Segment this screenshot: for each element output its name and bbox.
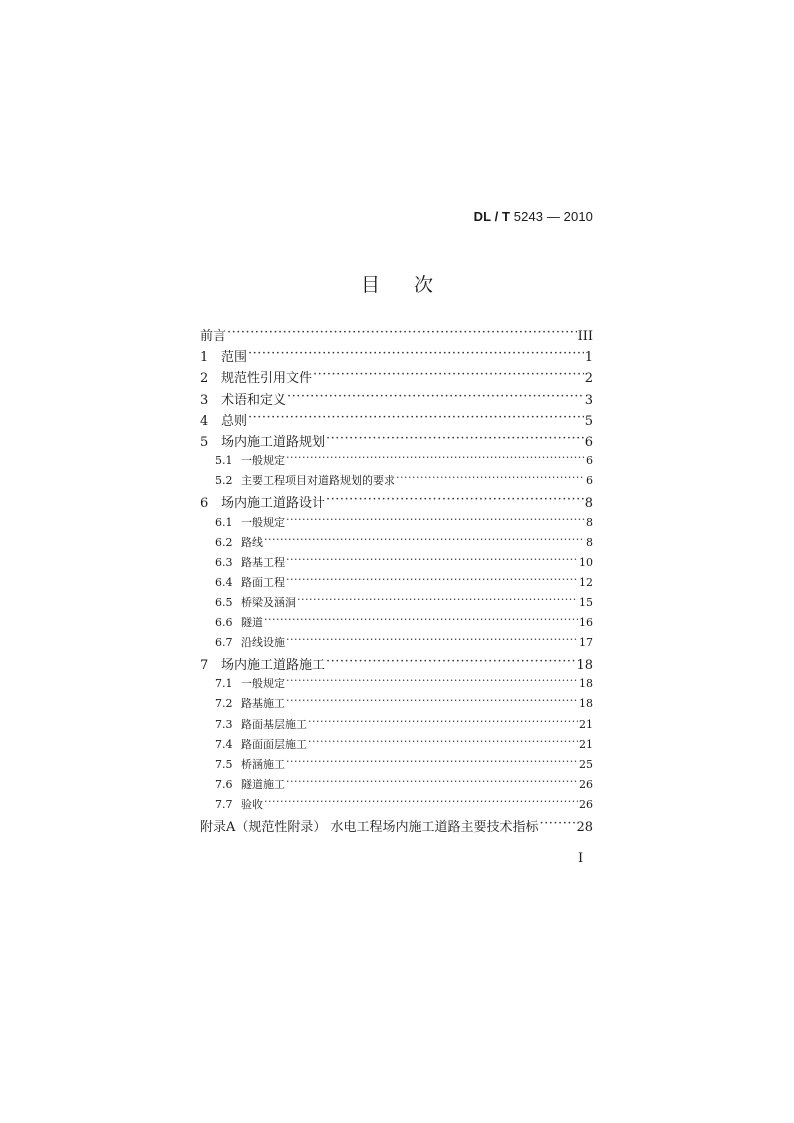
toc-entry-page: 25 [579, 757, 593, 771]
toc-leader-dots [286, 515, 585, 526]
toc-leader-dots [286, 757, 578, 768]
toc-entry-label: 术语和定义 [221, 392, 287, 408]
toc-entry-label: 桥涵施工 [241, 757, 285, 771]
toc-leader-dots [326, 433, 584, 446]
toc-entry-number: 7 [200, 658, 209, 674]
toc-entry-number: 5 [200, 434, 209, 450]
toc-entry-number: 4 [200, 413, 209, 429]
toc-entry-page: 5 [584, 413, 593, 429]
toc-leader-dots [287, 391, 584, 404]
toc-entry-label: 一般规定 [241, 454, 285, 468]
toc-entry-number: 6.7 [215, 636, 233, 650]
toc-entry-number: 7.4 [215, 737, 233, 751]
toc-entry-number: 7.3 [215, 717, 233, 731]
toc-entry-number: 3 [200, 392, 209, 408]
toc-subentry[interactable] [200, 534, 593, 554]
toc-entry-number: 2 [200, 371, 209, 387]
toc-entry-number: 6 [200, 496, 209, 512]
toc-entry-page: 8 [586, 515, 593, 529]
toc-entry-page: 26 [579, 797, 593, 811]
toc-subentry[interactable] [200, 776, 593, 796]
toc-entry-number: 6.6 [215, 615, 233, 629]
toc-entry-page: 16 [579, 615, 593, 629]
toc-entry-page: 15 [579, 595, 593, 609]
toc-leader-dots [264, 535, 585, 546]
toc-entry-number: 5.1 [215, 454, 233, 468]
toc-entry[interactable] [200, 492, 593, 513]
toc-entry-page: 8 [584, 496, 593, 512]
toc-entry-page: 3 [584, 392, 593, 408]
toc-entry-label: 沿线设施 [241, 636, 285, 650]
toc-entry-label: 主要工程项目对道路规划的要求 [241, 474, 395, 488]
toc-subentry[interactable] [200, 452, 593, 472]
toc-leader-dots [297, 595, 578, 606]
toc-subentry[interactable] [200, 594, 593, 614]
toc-subentry[interactable] [200, 554, 593, 574]
toc-subentry[interactable] [200, 736, 593, 756]
toc-leader-dots [286, 453, 585, 464]
toc-entry-label: 桥梁及涵洞 [241, 595, 296, 609]
toc-entry-appendix[interactable] [200, 816, 593, 837]
toc-entry-foreword[interactable] [200, 325, 593, 346]
standard-year: 2010 [563, 209, 593, 224]
toc-entry-page: 28 [576, 820, 593, 835]
toc-entry-page: 18 [579, 697, 593, 711]
toc-entry-label: 规范性引用文件 [221, 371, 313, 387]
toc-entry-number: 7.1 [215, 677, 233, 691]
toc-leader-dots [248, 412, 584, 425]
standard-code [474, 209, 593, 224]
toc-entry-number: 5.2 [215, 474, 233, 488]
toc-subentry[interactable] [200, 716, 593, 736]
toc-leader-dots [313, 369, 584, 382]
toc-entry-label: 总则 [221, 413, 248, 429]
toc-subentry[interactable] [200, 634, 593, 654]
toc-entry[interactable] [200, 346, 593, 367]
toc-leader-dots [396, 473, 585, 484]
toc-leader-dots [308, 717, 578, 728]
toc-entry-number: 7.7 [215, 797, 233, 811]
toc-entry-page: 2 [584, 371, 593, 387]
toc-entry-page: 18 [576, 658, 593, 674]
toc-leader-dots [308, 737, 578, 748]
toc-entry-number: 7.2 [215, 697, 233, 711]
toc-entry-page: 6 [586, 474, 593, 488]
toc-entry-label: 一般规定 [241, 515, 285, 529]
toc-entry-label: 场内施工道路设计 [221, 496, 326, 512]
toc-subentry[interactable] [200, 514, 593, 534]
page-number: I [578, 851, 584, 866]
toc-subentry[interactable] [200, 574, 593, 594]
toc-entry-label: 路基施工 [241, 697, 285, 711]
toc-entry-label: 前言 [200, 329, 227, 344]
toc-entry-page: 6 [584, 434, 593, 450]
toc-entry-label: 附录A（规范性附录） 水电工程场内施工道路主要技术指标 [200, 820, 539, 835]
toc-entry-number: 6.1 [215, 515, 233, 529]
toc-subentry[interactable] [200, 472, 593, 492]
toc-leader-dots [326, 656, 575, 669]
title-char-1: 目 [360, 274, 380, 296]
toc-entry-page: 12 [579, 575, 593, 589]
toc-entry-label: 验收 [241, 797, 263, 811]
title-char-2: 次 [414, 274, 434, 296]
toc-entry[interactable] [200, 654, 593, 675]
toc-leader-dots [286, 635, 578, 646]
toc-entry[interactable] [200, 367, 593, 388]
toc-entry-number: 6.5 [215, 595, 233, 609]
toc-leader-dots [286, 575, 578, 586]
toc-leader-dots [264, 615, 578, 626]
standard-prefix: DL / T [473, 209, 511, 224]
toc-entry-page: 21 [579, 737, 593, 751]
toc-leader-dots [540, 818, 576, 831]
toc-entry-label: 一般规定 [241, 677, 285, 691]
toc-subentry[interactable] [200, 695, 593, 715]
toc-entry-label: 路面基层施工 [241, 717, 307, 731]
toc-leader-dots [286, 696, 578, 707]
standard-dash: — [546, 209, 560, 224]
toc-leader-dots [248, 348, 584, 361]
toc-entry-number: 6.2 [215, 535, 233, 549]
toc-entry-page: 8 [586, 535, 593, 549]
standard-number: 5243 [513, 209, 544, 224]
toc-entry-label: 路面工程 [241, 575, 285, 589]
toc-leader-dots [286, 777, 578, 788]
toc-subentry[interactable] [200, 614, 593, 634]
toc-entry-label: 路线 [241, 535, 263, 549]
toc-entry-label: 范围 [221, 350, 248, 366]
toc-leader-dots [326, 494, 584, 507]
toc-entry-page: 6 [586, 454, 593, 468]
toc-leader-dots [286, 555, 578, 566]
toc-leader-dots [227, 327, 577, 340]
toc-entry[interactable] [200, 410, 593, 431]
toc-leader-dots [264, 797, 578, 808]
toc-entry-label: 路基工程 [241, 555, 285, 569]
toc-entry-label: 场内施工道路规划 [221, 434, 326, 450]
toc-entry-label: 隧道施工 [241, 777, 285, 791]
toc-entry-page: 21 [579, 717, 593, 731]
toc-entry-label: 场内施工道路施工 [221, 658, 326, 674]
toc-entry[interactable] [200, 431, 593, 452]
toc-entry-page: 10 [579, 555, 593, 569]
toc-entry-number: 7.6 [215, 777, 233, 791]
toc-subentry[interactable] [200, 675, 593, 695]
toc-subentry[interactable] [200, 756, 593, 776]
toc-entry-label: 路面面层施工 [241, 737, 307, 751]
toc-entry-number: 7.5 [215, 757, 233, 771]
toc-entry-label: 隧道 [241, 615, 263, 629]
toc-entry-number: 6.3 [215, 555, 233, 569]
toc-entry-page: 17 [579, 636, 593, 650]
toc-entry[interactable] [200, 389, 593, 410]
table-of-contents [200, 325, 593, 837]
toc-entry-page: 18 [579, 677, 593, 691]
toc-entry-page: 26 [579, 777, 593, 791]
toc-entry-page: 1 [584, 350, 593, 366]
toc-entry-page: III [577, 329, 593, 344]
page-title [0, 270, 794, 297]
toc-subentry[interactable] [200, 796, 593, 816]
toc-entry-number: 1 [200, 350, 209, 366]
toc-leader-dots [286, 676, 578, 687]
toc-entry-number: 6.4 [215, 575, 233, 589]
